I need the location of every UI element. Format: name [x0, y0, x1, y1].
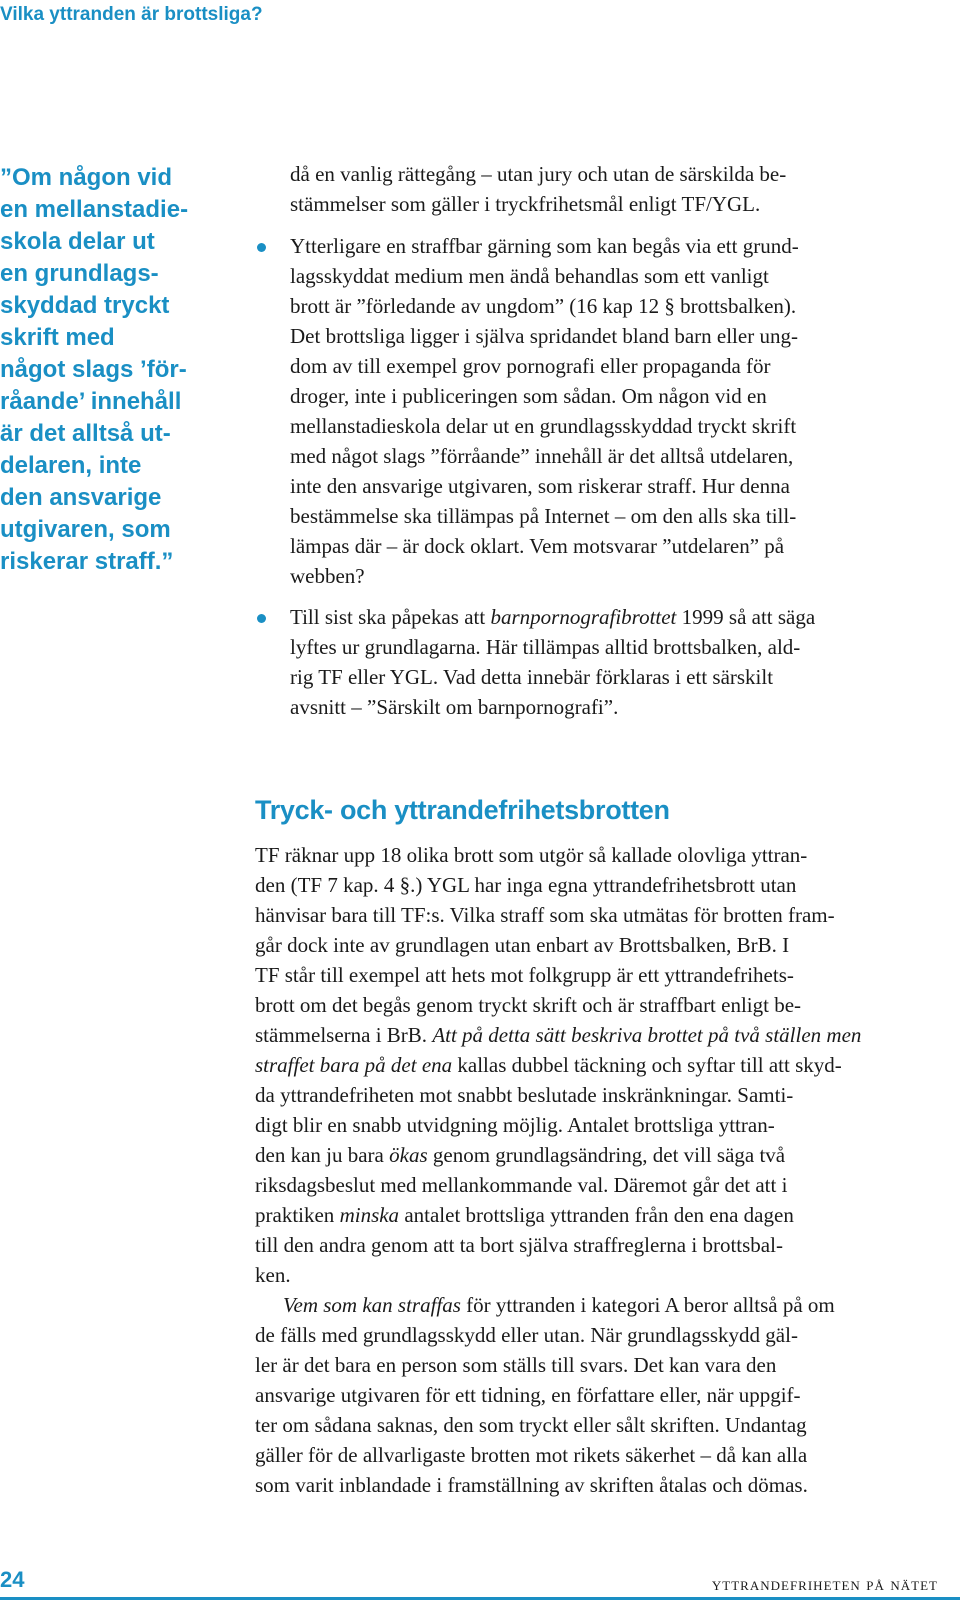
text-line: praktiken minska antalet brottsliga yttranden från den ena dagen: [255, 1203, 794, 1227]
text-line: lagsskyddat medium men ändå behandlas som ett vanligt: [290, 264, 769, 288]
pull-quote-line: är det alltså ut-: [0, 420, 171, 447]
emphasis: Vem som kan straffas: [283, 1293, 461, 1317]
text-line: går dock inte av grundlagen utan enbart av Brottsbalken, BrB. I: [255, 933, 790, 957]
emphasis: ökas: [389, 1143, 428, 1167]
text-line: Ytterligare en straffbar gärning som kan begås via ett grund-: [290, 234, 799, 258]
pull-quote-line: delaren, inte: [0, 452, 142, 479]
text-line: da yttrandefriheten mot snabbt beslutade inskränkningar. Samti-: [255, 1083, 794, 1107]
text-line: brott om det begås genom tryckt skrift och är straffbart enligt be-: [255, 993, 802, 1017]
pull-quote-line: skyddad tryckt: [0, 292, 170, 319]
text-line: rig TF eller YGL. Vad detta innebär förklaras i ett särskilt: [290, 665, 774, 689]
text-line: till den andra genom att ta bort själva straffreglerna i brottsbal-: [255, 1233, 783, 1257]
text-line: Vem som kan straffas för yttranden i kategori A beror alltså på om: [283, 1293, 835, 1317]
text-line: ter om sådana saknas, den som tryckt eller sålt skriften. Undantag: [255, 1413, 807, 1437]
pull-quote-line: en mellanstadie-: [0, 196, 189, 223]
bullet-icon: [257, 243, 266, 252]
section-body: [255, 840, 935, 1500]
text-line: inte den ansvarige utgivaren, som riskerar straff. Hur denna: [290, 474, 790, 498]
page-number: 24: [0, 1567, 25, 1592]
bullet-item-forledande: [290, 231, 940, 591]
pull-quote-line: skrift med: [0, 324, 115, 351]
text-line: med något slags ”förråande” innehåll är det alltså utdelaren,: [290, 444, 794, 468]
text-line: de fälls med grundlagsskydd eller utan. När grundlagsskydd gäl-: [255, 1323, 798, 1347]
text-line: avsnitt – ”Särskilt om barnpornografi”.: [290, 695, 619, 719]
text-line: bestämmelse ska tillämpas på Internet – om den alls ska till-: [290, 504, 797, 528]
running-head: Vilka yttranden är brottsliga?: [0, 4, 263, 25]
text-line: droger, inte i publiceringen som sådan. Om någon vid en: [290, 384, 767, 408]
text-line: då en vanlig rättegång – utan jury och utan de särskilda be-: [290, 162, 787, 186]
section-heading: Tryck- och yttrandefrihetsbrotten: [255, 795, 670, 825]
text-line: ler är det bara en person som ställs till svars. Det kan vara den: [255, 1353, 777, 1377]
text-line: TF räknar upp 18 olika brott som utgör så kallade olovliga yttran-: [255, 843, 808, 867]
text-line: lämpas där – är dock oklart. Vem motsvarar ”utdelaren” på: [290, 534, 785, 558]
text-line: riksdagsbeslut med mellankommande val. Däremot går det att i: [255, 1173, 788, 1197]
pull-quote-line: en grundlags-: [0, 260, 159, 287]
text-line: Till sist ska påpekas att barnpornografibrottet 1999 så att säga: [290, 605, 816, 629]
text-line: ansvarige utgivaren för ett tidning, en författare eller, när uppgif-: [255, 1383, 801, 1407]
pull-quote-line: riskerar straff.”: [0, 548, 174, 575]
text-line: brott är ”förledande av ungdom” (16 kap 12 § brottsbalken).: [290, 294, 797, 318]
text-line: den kan ju bara ökas genom grundlagsändring, det vill säga två: [255, 1143, 786, 1167]
pull-quote-line: råande’ innehåll: [0, 388, 182, 415]
pull-quote-line: något slags ’för-: [0, 356, 187, 383]
text-line: som varit inblandade i framställning av skriften åtalas och dömas.: [255, 1473, 808, 1497]
text-line: mellanstadieskola delar ut en grundlagsskyddad tryckt skrift: [290, 414, 797, 438]
text-line: digt blir en snabb utvidgning möjlig. Antalet brottsliga yttran-: [255, 1113, 775, 1137]
text-line: hänvisar bara till TF:s. Vilka straff som ska utmätas för brotten fram-: [255, 903, 835, 927]
text-line: dom av till exempel grov pornografi eller propaganda för: [290, 354, 771, 378]
pull-quote-line: utgivaren, som: [0, 516, 171, 543]
emphasis: Att på detta sätt beskriva brottet på två ställen men: [432, 1023, 862, 1047]
text-line: webben?: [290, 564, 365, 588]
continued-paragraph: [290, 159, 930, 219]
emphasis: minska: [339, 1203, 400, 1227]
pull-quote: [0, 162, 225, 578]
text-line: gäller för de allvarligaste brotten mot rikets säkerhet – då kan alla: [255, 1443, 808, 1467]
text-line: straffet bara på det ena kallas dubbel täckning och syftar till att skyd-: [255, 1053, 842, 1077]
bullet-icon: [257, 614, 266, 623]
text-line: stämmelser som gäller i tryckfrihetsmål enligt TF/YGL.: [290, 192, 761, 216]
text-line: lyftes ur grundlagarna. Här tillämpas alltid brottsbalken, ald-: [290, 635, 801, 659]
pull-quote-line: den ansvarige: [0, 484, 162, 511]
footer-rule: [0, 1597, 960, 1600]
emphasis: straffet bara på det ena: [255, 1053, 453, 1077]
text-line: TF står till exempel att hets mot folkgrupp är ett yttrandefrihets-: [255, 963, 794, 987]
emphasis: barnpornografibrottet: [490, 605, 677, 629]
text-line: ken.: [255, 1263, 291, 1287]
text-line: den (TF 7 kap. 4 §.) YGL har inga egna yttrandefrihetsbrott utan: [255, 873, 797, 897]
footer-title: yttrandefriheten på nätet: [711, 1574, 938, 1594]
pull-quote-line: ”Om någon vid: [0, 164, 173, 191]
bullet-item-barnpornografi: [290, 602, 940, 722]
text-line: Det brottsliga ligger i själva spridandet bland barn eller ung-: [290, 324, 798, 348]
pull-quote-line: skola delar ut: [0, 228, 155, 255]
text-line: stämmelserna i BrB. Att på detta sätt beskriva brottet på två ställen men: [255, 1023, 862, 1047]
